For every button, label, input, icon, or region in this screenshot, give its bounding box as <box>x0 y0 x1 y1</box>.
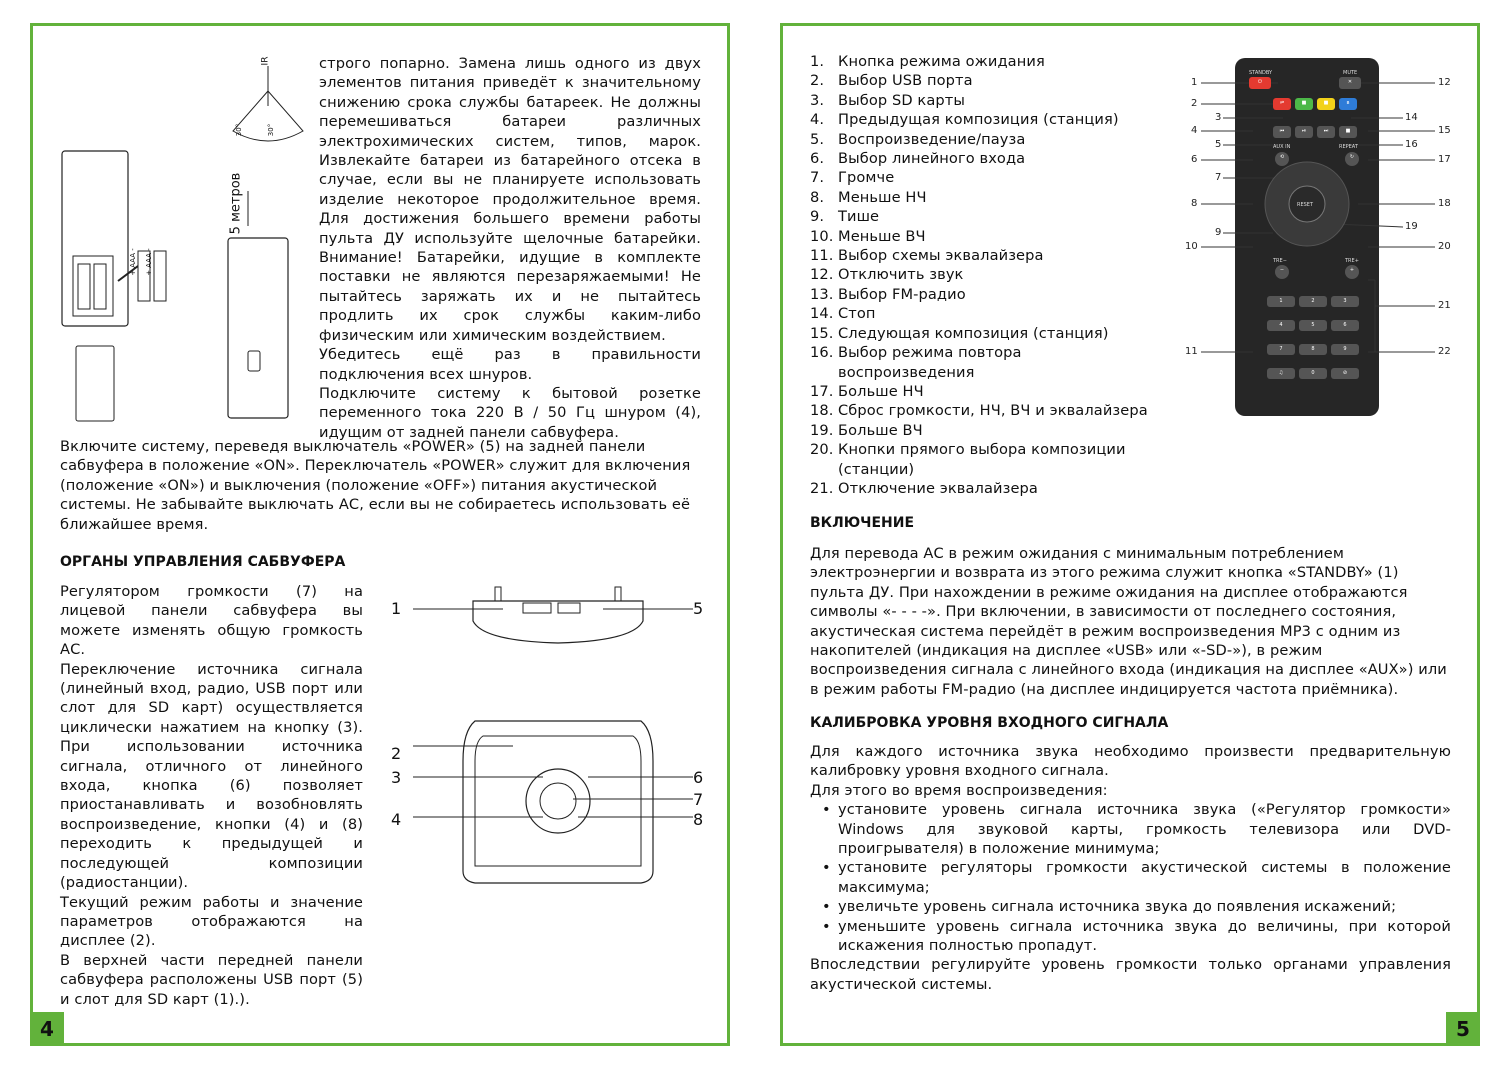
callout-7: 7 <box>693 790 704 809</box>
key-9[interactable]: 9 <box>1331 344 1359 355</box>
remote-callout: 21 <box>1438 300 1451 311</box>
paragraph: Переключение источника сигнала (линейный вход, радио, USB порт или слот для SD карт) осуществляется циклически нажатием на кнопку (3). При использовании источника сигнала, отличного от линейного входа, кнопка (6) позволяет приостанавливать и возобновлять воспроизведение, кнопки (4) и (8) переходить к предыдущей и последующей композиции (радиостанции). <box>60 660 363 892</box>
list-item: 10. Меньше ВЧ <box>810 227 926 245</box>
play-pause-button[interactable]: ⏯ <box>1295 126 1313 138</box>
callout-6: 6 <box>693 768 704 787</box>
paragraph: Убедитесь ещё раз в правильности подключения всех шнуров. <box>319 346 701 383</box>
remote-callout: 8 <box>1191 198 1198 209</box>
list-item: • установите уровень сигнала источника звука («Регулятор громкости» Windows для звуковой карты, громкость телевизора или DVD-проигрывателя) в положение минимума; <box>822 800 1451 858</box>
list-item: 19. Больше ВЧ <box>810 421 923 439</box>
standby-button[interactable]: ⏻ <box>1249 77 1271 89</box>
key-8[interactable]: 8 <box>1299 344 1327 355</box>
remote-callout: 17 <box>1438 154 1451 165</box>
tre-minus-label: TRE− <box>1273 258 1287 264</box>
callout-5: 5 <box>693 599 704 618</box>
remote-callout: 15 <box>1438 125 1451 136</box>
remote-callout: 11 <box>1185 346 1198 357</box>
remote-callout: 2 <box>1191 98 1198 109</box>
remote-callout: 4 <box>1191 125 1198 136</box>
remote-battery-illustration <box>58 46 308 426</box>
remote-callout: 18 <box>1438 198 1451 209</box>
list-item: 8. Меньше НЧ <box>810 188 927 206</box>
list-item: • уменьшите уровень сигнала источника звука до величины, при которой искажения полностью пропадут. <box>822 917 1451 956</box>
list-item: 5. Воспроизведение/пауза <box>810 130 1026 148</box>
mute-button[interactable]: ✕ <box>1339 77 1361 89</box>
angle-label-right: 30° <box>267 123 276 137</box>
paragraph: Подключите систему к бытовой розетке переменного тока 220 В / 50 Гц шнуром (4), идущим от задней панели сабвуфера. <box>319 384 701 441</box>
page-number: 4 <box>30 1012 64 1046</box>
paragraph: Для каждого источника звука необходимо произвести предварительную калибровку уровня входного сигнала. <box>810 743 1451 780</box>
battery-label-1: + AAA - <box>128 248 137 276</box>
calibration-heading: КАЛИБРОВКА УРОВНЯ ВХОДНОГО СИГНАЛА <box>810 715 1169 731</box>
battery-label-2: + AAA - <box>144 248 153 276</box>
remote-callout: 14 <box>1405 112 1418 123</box>
repeat-button[interactable]: ↻ <box>1345 152 1359 166</box>
list-item: 15. Следующая композиция (станция) <box>810 324 1109 342</box>
reset-label: RESET <box>1297 202 1314 208</box>
eq-off-button[interactable]: ⊘ <box>1331 368 1359 379</box>
subwoofer-top-illustration <box>403 581 703 891</box>
eq-button[interactable]: ♫ <box>1267 368 1295 379</box>
remote-illustration <box>1183 52 1463 422</box>
fm-button[interactable]: ■ <box>1317 98 1335 110</box>
list-item: 16. Выбор режима повтора воспроизведения <box>810 344 1022 381</box>
list-item: 3. Выбор SD карты <box>810 91 965 109</box>
standby-label: STANDBY <box>1249 70 1273 76</box>
list-item: 21. Отключение эквалайзера <box>810 479 1038 497</box>
left-page <box>30 23 730 1046</box>
tre-plus-label: TRE+ <box>1345 258 1359 264</box>
key-5[interactable]: 5 <box>1299 320 1327 331</box>
controls-heading: ОРГАНЫ УПРАВЛЕНИЯ САБВУФЕРА <box>60 554 346 570</box>
distance-label: 5 метров <box>228 172 244 235</box>
list-item: • установите регуляторы громкости акустической системы в положение максимума; <box>822 858 1451 897</box>
list-item: 20. Кнопки прямого выбора композиции (станции) <box>810 441 1126 478</box>
aux-button[interactable]: ⟲ <box>1275 152 1289 166</box>
remote-callout: 6 <box>1191 154 1198 165</box>
list-item: 13. Выбор FM-радио <box>810 285 966 303</box>
callout-4: 4 <box>391 810 402 829</box>
next-button[interactable]: ⏭ <box>1317 126 1335 138</box>
usb-button[interactable]: ⇌ <box>1273 98 1291 110</box>
angle-label-left: 30° <box>235 123 244 137</box>
key-0[interactable]: 0 <box>1299 368 1327 379</box>
remote-callout: 20 <box>1438 241 1451 252</box>
mute-label: MUTE <box>1343 70 1358 76</box>
list-item: 2. Выбор USB порта <box>810 72 973 90</box>
feature-list <box>810 52 1170 498</box>
paragraph: Впоследствии регулируйте уровень громкости только органами управления акустической системы. <box>810 956 1451 993</box>
list-item: 6. Выбор линейного входа <box>810 150 1026 168</box>
power-text: Для перевода АС в режим ожидания с минимальным потреблением электроэнергии и возврата из этого режима служит кнопка «STANDBY» (1) пульта ДУ. При нахождении в режиме ожидания на дисплее отображаются символы «- - - -». При включении, в зависимости от последнего состояния, акустическая система перейдёт в режим воспроизведения MP3 с одним из накопителей (индикация на дисплее «USB» или «-SD-»), в режим воспроизведения сигнала с линейного входа (индикация на дисплее «AUX») или в режим работы FM-радио (на дисплее индицируется частота приёмника). <box>810 545 1447 698</box>
paragraph: строго попарно. Замена лишь одного из двух элементов питания приведёт к значительному снижению срока службы батареек. Не должны перемешиваться батареи различных электрохимических систем, типов, марок. Извлекайте батареи из батарейного отсека в случае, если вы не планируете использовать изделие некоторое продолжительное время. Для достижения большего времени работы пульта ДУ используйте щелочные батарейки. Внимание! Батарейки, идущие в комплекте поставки не являются перезаряжаемыми! Не пытайтесь заряжать их и не пытайтесь продлить их срок службы каким-либо физическим или химическим воздействием. <box>319 55 701 344</box>
page-number: 5 <box>1446 1012 1480 1046</box>
key-1[interactable]: 1 <box>1267 296 1295 307</box>
list-item: 11. Выбор схемы эквалайзера <box>810 247 1044 265</box>
list-item: 9. Тише <box>810 208 880 226</box>
remote-callout: 7 <box>1215 172 1222 183</box>
key-4[interactable]: 4 <box>1267 320 1295 331</box>
remote-callout: 1 <box>1191 77 1198 88</box>
paragraph: Регулятором громкости (7) на лицевой панели сабвуфера вы можете изменять общую громкость АС. <box>60 583 363 659</box>
list-item: 14. Стоп <box>810 305 876 323</box>
remote-callout: 16 <box>1405 139 1418 150</box>
aux-label: AUX IN <box>1273 144 1291 150</box>
key-2[interactable]: 2 <box>1299 296 1327 307</box>
paragraph: Для этого во время воспроизведения: <box>810 781 1108 799</box>
list-item: 12. Отключить звук <box>810 266 964 284</box>
power-switch-text: Включите систему, переведя выключатель «POWER» (5) на задней панели сабвуфера в положение «ON». Переключатель «POWER» служит для включения (положение «ON») и выключения (положение «OFF») питания акустической системы. Не забывайте выключать АС, если вы не собираетесь использовать её ближайшее время. <box>60 438 691 533</box>
remote-callout: 3 <box>1215 112 1222 123</box>
callout-3: 3 <box>391 768 402 787</box>
callout-2: 2 <box>391 744 402 763</box>
list-item: • увеличьте уровень сигнала источника звука до появления искажений; <box>822 897 1451 916</box>
right-page <box>780 23 1480 1046</box>
ir-label: IR <box>260 56 271 66</box>
power-heading: ВКЛЮЧЕНИЕ <box>810 515 915 531</box>
tre-plus-button[interactable]: + <box>1345 265 1359 279</box>
bluetooth-button[interactable]: ʙ <box>1339 98 1357 110</box>
remote-callout: 5 <box>1215 139 1222 150</box>
callout-1: 1 <box>391 599 402 618</box>
calibration-text <box>810 742 1451 994</box>
tre-minus-button[interactable]: − <box>1275 265 1289 279</box>
key-3[interactable]: 3 <box>1331 296 1359 307</box>
list-item: 17. Больше НЧ <box>810 382 924 400</box>
remote-callout: 10 <box>1185 241 1198 252</box>
callout-8: 8 <box>693 810 704 829</box>
remote-callout: 9 <box>1215 227 1222 238</box>
list-item: 4. Предыдущая композиция (станция) <box>810 111 1119 129</box>
list-item: 18. Сброс громкости, НЧ, ВЧ и эквалайзера <box>810 402 1148 420</box>
controls-text <box>60 582 363 1009</box>
sd-button[interactable]: ■ <box>1295 98 1313 110</box>
paragraph: Текущий режим работы и значение параметров отображаются на дисплее (2). <box>60 893 363 950</box>
battery-text <box>319 54 701 442</box>
repeat-label: REPEAT <box>1339 144 1358 150</box>
remote-callout: 12 <box>1438 77 1451 88</box>
paragraph: В верхней части передней панели сабвуфера расположены USB порт (5) и слот для SD карт (1).). <box>60 951 363 1008</box>
prev-button[interactable]: ⏮ <box>1273 126 1291 138</box>
remote-callout: 19 <box>1405 221 1418 232</box>
key-7[interactable]: 7 <box>1267 344 1295 355</box>
stop-button[interactable]: ■ <box>1339 126 1357 138</box>
key-6[interactable]: 6 <box>1331 320 1359 331</box>
list-item: 7. Громче <box>810 169 895 187</box>
remote-callout: 22 <box>1438 346 1451 357</box>
list-item: 1. Кнопка режима ожидания <box>810 53 1045 70</box>
